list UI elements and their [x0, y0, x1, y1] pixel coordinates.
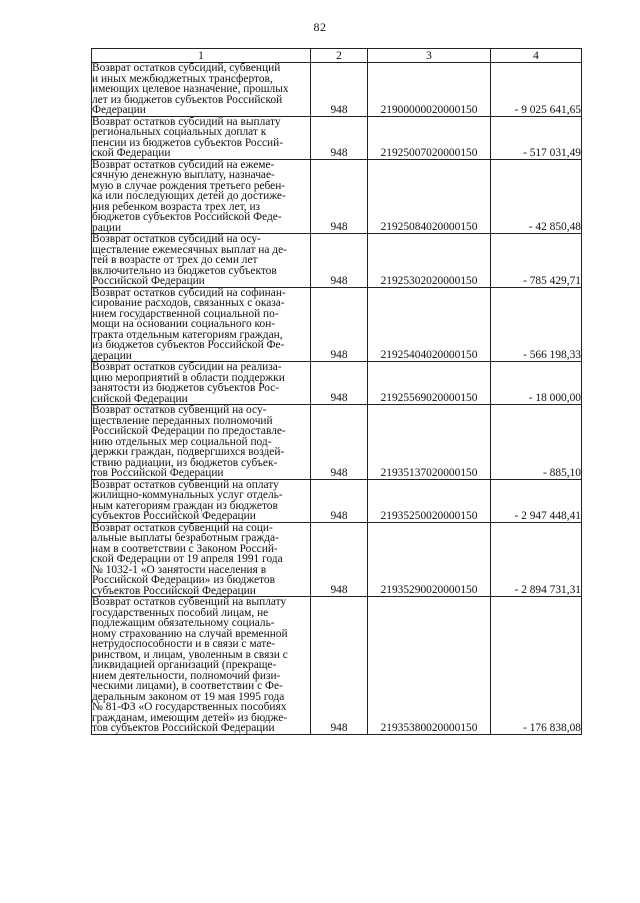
table-row: [92, 522, 582, 597]
row-amount: - 9 025 641,65: [491, 63, 582, 117]
table-row: [92, 159, 582, 234]
row-admin-code: 948: [311, 63, 368, 117]
table-row: [92, 362, 582, 405]
row-name: Возврат остатков субсидий на осу- ществление ежемесячных выплат на де- тей в возрасте от трех до семи лет включительно из бюджетов субъектов Российской Федерации: [92, 234, 311, 288]
row-name: Возврат остатков субсидий на выплату региональных социальных доплат к пенсии из бюджетов субъектов Россий- ской Федерации: [92, 116, 311, 159]
budget-table: [91, 48, 582, 735]
table-row: [92, 405, 582, 480]
column-header: 2: [311, 49, 368, 63]
row-name: Возврат остатков субвенций на оплату жилищно-коммунальных услуг отдель- ным категориям граждан из бюджетов субъектов Российской Федерации: [92, 479, 311, 522]
page-number: 82: [313, 20, 327, 34]
row-name: Возврат остатков субвенций на осу- ществление переданных полномочий Российской Федерации по предоставле- нию отдельных мер социальной под- держки граждан, подвергшихся воздей- ствию радиации, из бюджетов субъек- тов Российской Федерации: [92, 405, 311, 480]
row-classification-code: 21935250020000150: [368, 479, 491, 522]
row-name: Возврат остатков субсидий на софинан- сирование расходов, связанных с оказа- нием государственной социальной по- мощи на основании социального кон- тракта отдельным категориям граждан, из бюджетов субъектов Российской Фе- дерации: [92, 287, 311, 362]
row-amount: - 42 850,48: [491, 159, 582, 234]
row-admin-code: 948: [311, 362, 368, 405]
table-row: [92, 479, 582, 522]
table-row: [92, 597, 582, 735]
row-admin-code: 948: [311, 479, 368, 522]
row-admin-code: 948: [311, 159, 368, 234]
row-amount: - 517 031,49: [491, 116, 582, 159]
column-header: 1: [92, 49, 311, 63]
row-amount: - 18 000,00: [491, 362, 582, 405]
row-name: Возврат остатков субвенций на выплату государственных пособий лицам, не подлежащим обязательному социаль- ному страхованию на случай временной нетрудоспособности и в связи с мате- ринством, и лицам, уволенным в связи с ликвидацией организаций (прекраще- нием деятельности, полномочий физи- ческими лицами), в соответствии с Фе- деральным законом от 19 мая 1995 года № 81-ФЗ «О государственных пособиях гражданам, имеющим детей» из бюдже- тов субъектов Российской Федерации: [92, 597, 311, 735]
row-classification-code: 21935290020000150: [368, 522, 491, 597]
row-amount: - 885,10: [491, 405, 582, 480]
column-header: 3: [368, 49, 491, 63]
row-amount: - 566 198,33: [491, 287, 582, 362]
row-classification-code: 21925302020000150: [368, 234, 491, 288]
row-amount: - 2 894 731,31: [491, 522, 582, 597]
table-row: [92, 63, 582, 117]
row-amount: - 785 429,71: [491, 234, 582, 288]
row-amount: - 176 838,08: [491, 597, 582, 735]
table-row: [92, 234, 582, 288]
row-admin-code: 948: [311, 116, 368, 159]
row-classification-code: 21935137020000150: [368, 405, 491, 480]
row-amount: - 2 947 448,41: [491, 479, 582, 522]
row-name: Возврат остатков субсидий на ежеме- сячную денежную выплату, назначае- мую в случае рождения третьего ребен- ка или последующих детей до достиже- ния ребенком возраста трех лет, из бюджетов субъектов Российской Феде- рации: [92, 159, 311, 234]
row-admin-code: 948: [311, 234, 368, 288]
header-row: [92, 49, 582, 63]
table-row: [92, 116, 582, 159]
row-name: Возврат остатков субвенций на соци- альные выплаты безработным гражда- нам в соответствии с Законом Россий- ской Федерации от 19 апреля 1991 года № 1032-1 «О занятости населения в Российской Федерации» из бюджетов субъектов Российской Федерации: [92, 522, 311, 597]
row-classification-code: 21925084020000150: [368, 159, 491, 234]
column-header: 4: [491, 49, 582, 63]
row-classification-code: 21925007020000150: [368, 116, 491, 159]
row-classification-code: 21925404020000150: [368, 287, 491, 362]
row-admin-code: 948: [311, 597, 368, 735]
table-row: [92, 287, 582, 362]
row-admin-code: 948: [311, 405, 368, 480]
row-name: Возврат остатков субсидии на реализа- цию мероприятий в области поддержки занятости из бюджетов субъектов Рос- сийской Федерации: [92, 362, 311, 405]
row-admin-code: 948: [311, 522, 368, 597]
row-classification-code: 21935380020000150: [368, 597, 491, 735]
row-name: Возврат остатков субсидий, субвенций и иных межбюджетных трансфертов, имеющих целевое назначение, прошлых лет из бюджетов субъектов Российской Федерации: [92, 63, 311, 117]
row-classification-code: 21925569020000150: [368, 362, 491, 405]
row-classification-code: 21900000020000150: [368, 63, 491, 117]
row-admin-code: 948: [311, 287, 368, 362]
